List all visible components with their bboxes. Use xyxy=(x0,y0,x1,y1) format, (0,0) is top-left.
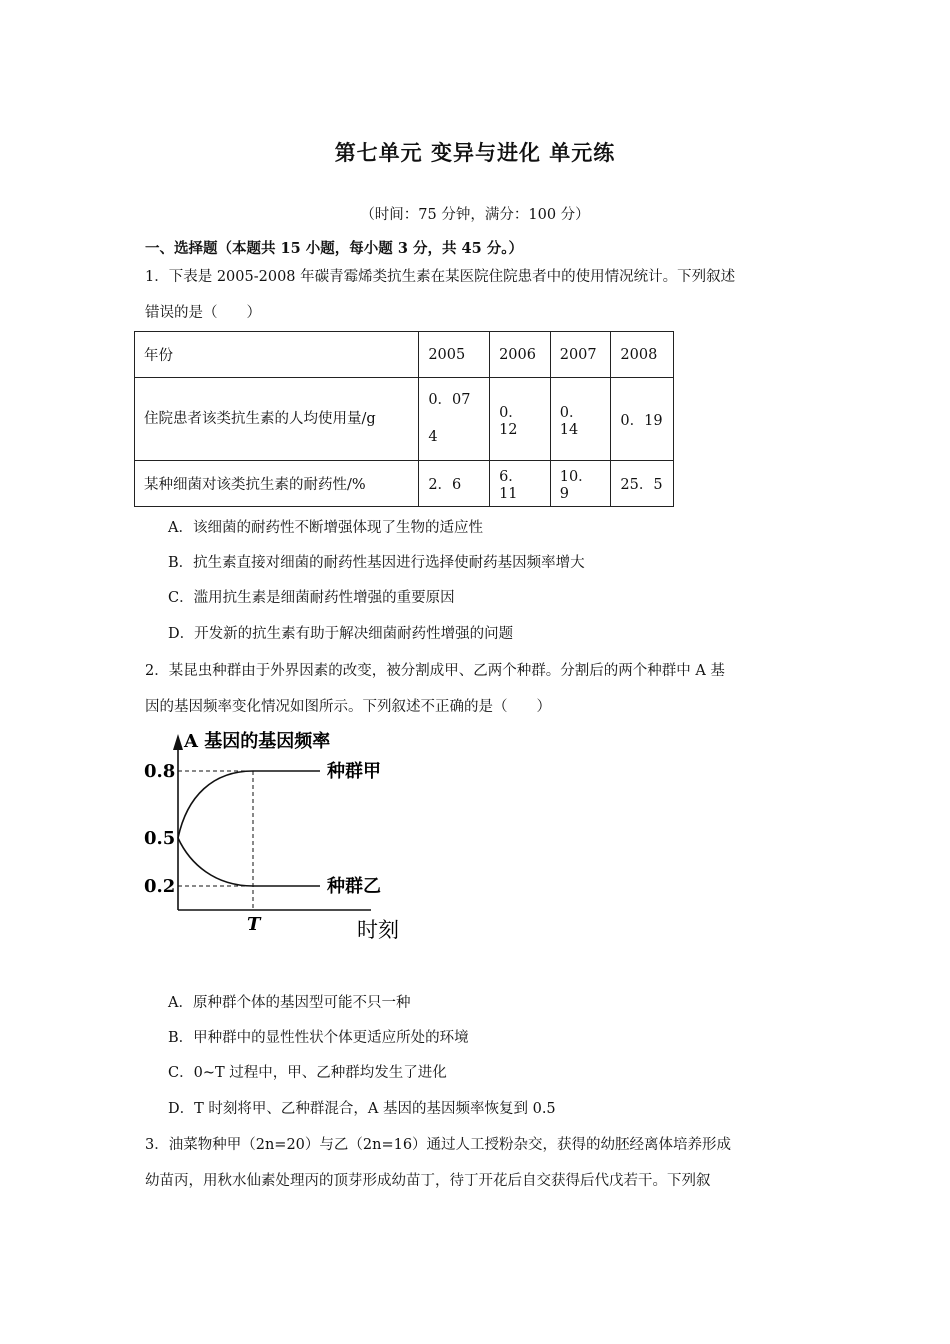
table-row-usage-label xyxy=(135,378,419,461)
label-population-jia: 种群甲 xyxy=(327,761,381,782)
q1-stem-line2: 错误的是（ ） xyxy=(145,305,261,321)
section-heading: 一、选择题（本题共 15 小题，每小题 3 分，共 45 分。） xyxy=(145,240,523,257)
q2-stem-line2: 因的基因频率变化情况如图所示。下列叙述不正确的是（ ） xyxy=(145,699,551,715)
q1-option-b[interactable]: B．抗生素直接对细菌的耐药性基因进行选择使耐药基因频率增大 xyxy=(168,555,585,571)
q1-option-d[interactable]: D．开发新的抗生素有助于解决细菌耐药性增强的问题 xyxy=(168,626,514,642)
tick-0-8: 0.8 xyxy=(144,761,176,782)
q2-frequency-figure xyxy=(135,726,425,951)
tick-0-2: 0.2 xyxy=(144,876,176,897)
exam-info: （时间：75 分钟，满分：100 分） xyxy=(360,207,590,223)
tick-0-5: 0.5 xyxy=(144,828,176,849)
table-row-resistance-label: 某种细菌对该类抗生素的耐药性/% xyxy=(135,461,419,507)
table-header-year: 年份 xyxy=(135,332,419,378)
resistance-2006: 6．11 xyxy=(490,461,551,507)
q3-stem-line2: 幼苗丙，用秋水仙素处理丙的顶芽形成幼苗丁，待丁开花后自交获得后代戊若干。下列叙 xyxy=(145,1173,711,1189)
q1-option-c[interactable]: C．滥用抗生素是细菌耐药性增强的重要原因 xyxy=(168,590,455,606)
usage-2008: 0．19 xyxy=(611,378,674,461)
usage-2006: 0．12 xyxy=(490,378,551,461)
table-header-2008: 2008 xyxy=(611,332,674,378)
page-title: 第七单元 变异与进化 单元练 xyxy=(334,140,616,165)
curve-population-yi xyxy=(178,838,320,886)
q1-option-a[interactable]: A．该细菌的耐药性不断增强体现了生物的适应性 xyxy=(168,520,483,536)
usage-2007: 0．14 xyxy=(550,378,611,461)
table-header-2007: 2007 xyxy=(550,332,611,378)
q2-option-b[interactable]: B．甲种群中的显性性状个体更适应所处的环境 xyxy=(168,1030,469,1046)
table-header-2005: 2005 xyxy=(419,332,490,378)
q2-option-d[interactable]: D．T 时刻将甲、乙种群混合，A 基因的基因频率恢复到 0.5 xyxy=(168,1101,556,1117)
q1-data-table xyxy=(134,331,674,507)
q1-stem-line1: 1．下表是 2005-2008 年碳青霉烯类抗生素在某医院住院患者中的使用情况统计。下列叙述 xyxy=(145,269,736,285)
table-cell xyxy=(419,378,490,461)
resistance-2008: 25．5 xyxy=(611,461,674,507)
q3-stem-line1: 3．油菜物种甲（2n=20）与乙（2n=16）通过人工授粉杂交，获得的幼胚经离体培养形成 xyxy=(145,1137,732,1153)
y-axis-label: A 基因的基因频率 xyxy=(184,731,331,752)
q2-option-a[interactable]: A．原种群个体的基因型可能不只一种 xyxy=(168,995,411,1011)
curve-population-jia xyxy=(178,771,320,838)
usage-label-text: 住院患者该类抗生素的人均使用量/g xyxy=(144,410,376,427)
resistance-2007: 10．9 xyxy=(550,461,611,507)
q2-option-c[interactable]: C．0~T 过程中，甲、乙种群均发生了进化 xyxy=(168,1065,447,1081)
x-axis-label: 时刻 xyxy=(357,918,399,942)
table-header-2006: 2006 xyxy=(490,332,551,378)
usage-2005: 0．074 xyxy=(428,392,471,445)
resistance-2005: 2．6 xyxy=(419,461,490,507)
label-population-yi: 种群乙 xyxy=(327,876,381,897)
y-axis-arrow xyxy=(173,734,183,750)
q2-stem-line1: 2．某昆虫种群由于外界因素的改变，被分割成甲、乙两个种群。分割后的两个种群中 A 基 xyxy=(145,663,725,679)
t-label: T xyxy=(247,914,261,935)
